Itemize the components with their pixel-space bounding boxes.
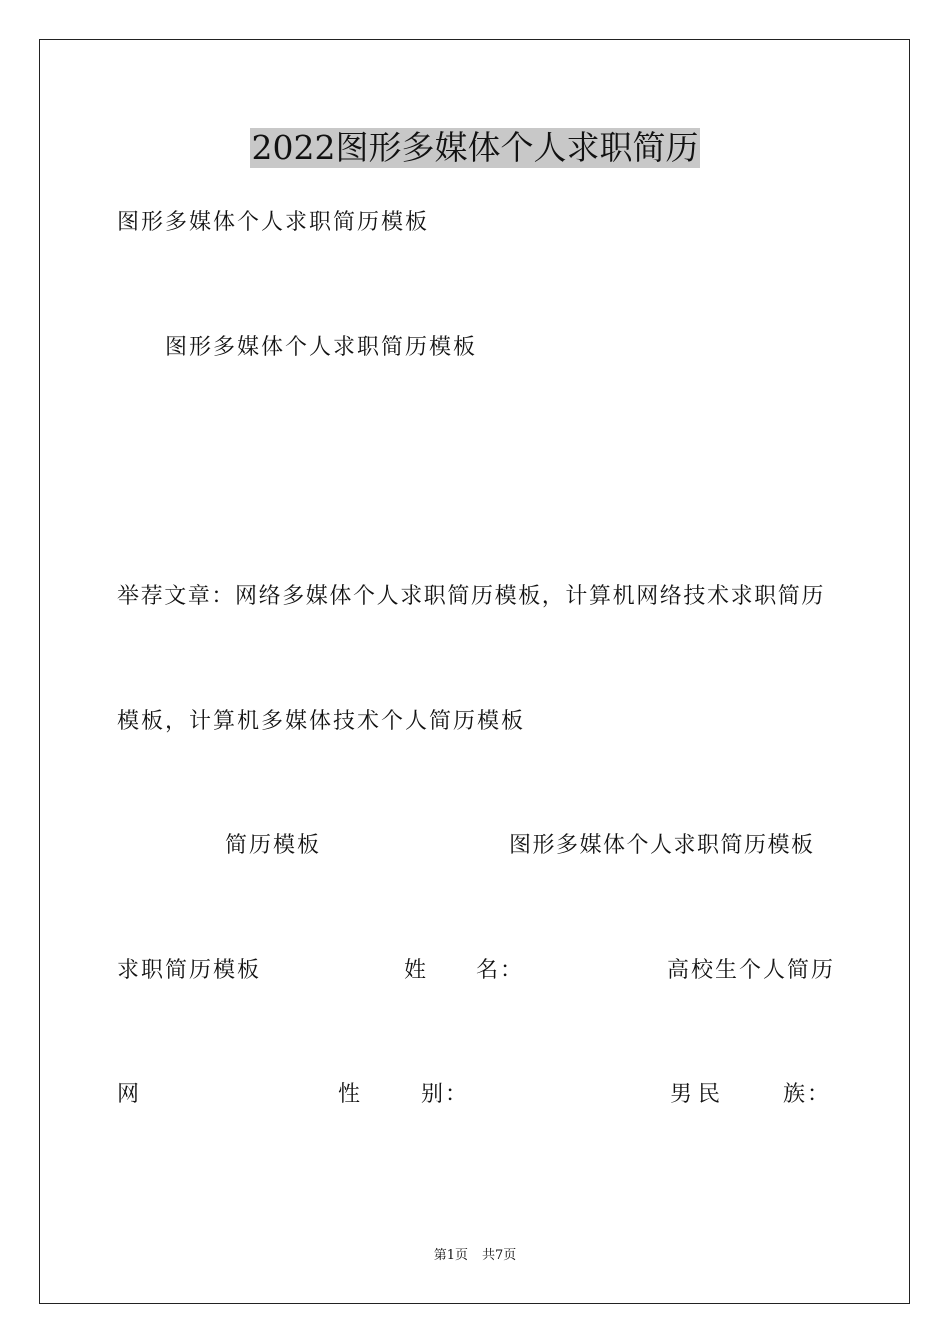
row2-right: 高校生个人简历 (667, 958, 836, 983)
subtitle: 图形多媒体个人求职简历模板 (117, 210, 430, 235)
name-label-part2: 名： (476, 958, 525, 983)
row1-left: 简历模板 (225, 833, 322, 858)
row2-left: 求职简历模板 (117, 958, 262, 983)
recommend-line-1: 举荐文章：网络多媒体个人求职简历模板，计算机网络技术求职简历 (117, 584, 826, 609)
gender-label-part1: 性 (338, 1082, 363, 1107)
gender-label-part2: 别： (421, 1082, 470, 1107)
title-container (0, 128, 950, 168)
name-label-part1: 姓 (404, 958, 429, 983)
page-number: 第1页 (433, 1248, 468, 1263)
indented-heading: 图形多媒体个人求职简历模板 (165, 335, 478, 360)
document-title: 2022图形多媒体个人求职简历 (251, 128, 699, 167)
recommend-line-2: 模板，计算机多媒体技术个人简历模板 (117, 709, 526, 734)
page-total: 共7页 (482, 1248, 517, 1263)
page-footer (0, 1247, 950, 1265)
ethnicity-label-part1: 民 (698, 1082, 723, 1107)
ethnicity-label-part2: 族： (783, 1082, 832, 1107)
row3-left: 网 (117, 1082, 142, 1107)
row1-right: 图形多媒体个人求职简历模板 (509, 833, 815, 858)
gender-value: 男 (670, 1082, 695, 1107)
